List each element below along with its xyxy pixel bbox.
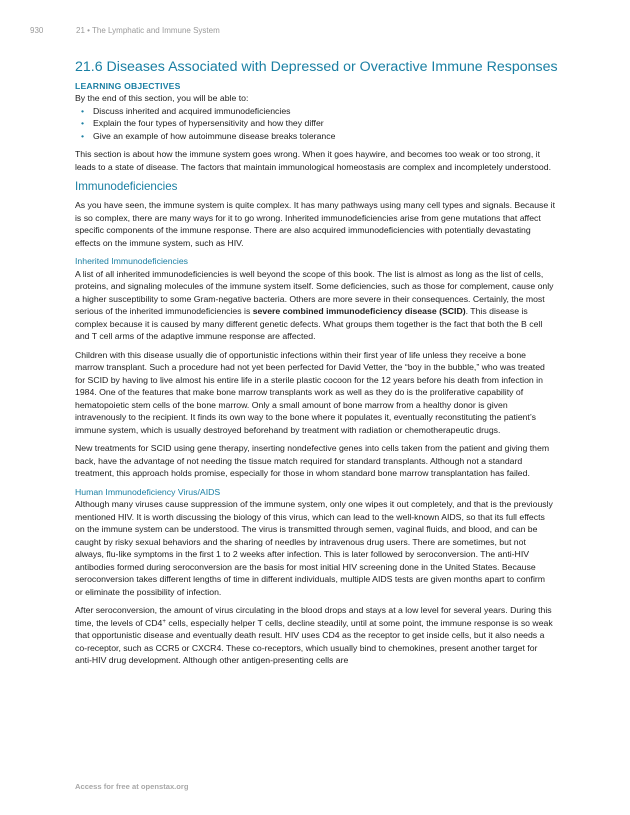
inherited-paragraph-2: Children with this disease usually die of opportunistic infections within their first year of life unless they receive a bone marrow transplant. Such a procedure had not yet been perfected for David Vetter, the “boy in the bubble,” who was treated for SCID by having to live almost his entire life in a sterile plastic cocoon for the 12 years before his death from infection in 1984. One of the features that make bone marrow transplants work as well as they do is the proliferative capability of hematopoietic stem cells of the bone marrow. Only a small amount of bone marrow from a healthy donor is given intravenously to the recipient. It finds its own way to the bone where it populates it, eventually reconstituting the patient’s immune system, which is usually destroyed beforehand by treatment with radiation or chemotherapeutic drugs. <box>75 349 545 435</box>
list-item: • Explain the four types of hypersensitivity and how they differ <box>81 118 324 128</box>
immunodeficiencies-paragraph: As you have seen, the immune system is quite complex. It has many pathways using many cell types and signals. Because it is so complex, there are many ways for it to go wrong. Inherited immunodeficiencies arise from gene mutations that affect specific components of the immune response. There are also acquired immunodeficiencies with potentially devastating effects on the immune system, such as HIV. <box>75 200 555 248</box>
inherited-paragraph-3: New treatments for SCID using gene therapy, inserting nondefective genes into cells taken from the patient and giving them back, have the advantage of not needing the tissue match required for standard transplants. Although not a standard treatment, this approach holds promise, especially for those in whom standard bone marrow transplantation has failed. <box>75 443 550 478</box>
scid-term: severe combined immunodeficiency disease (SCID) <box>252 306 466 316</box>
footer-access-note: Access for free at openstax.org <box>75 782 189 791</box>
immunodeficiencies-heading: Immunodeficiencies <box>75 180 178 193</box>
intro-paragraph: This section is about how the immune system goes wrong. When it goes haywire, and becomes too weak or too strong, it leads to a state of disease. The factors that maintain immunological homeostasis are complex and incompletely understood. <box>75 149 551 172</box>
main-content <box>75 58 558 673</box>
hiv-paragraph-1: Although many viruses cause suppression of the immune system, only one wipes it out completely, and that is the previously mentioned HIV. It is worth discussing the biology of this virus, which can lead to the well-known AIDS, so that its full effects on the immune system can be understood. The virus is transmitted through semen, vaginal fluids, and blood, and can be caught by risky sexual behaviors and the sharing of needles by intravenous drug users. There are sometimes, but not always, flu-like symptoms in the first 1 to 2 weeks after infection. This is later followed by seroconversion. The anti-HIV antibodies formed during seroconversion are the basis for most initial HIV screening done in the United States. Because seroconversion takes different lengths of time in different individuals, multiple AIDS tests are given months apart to confirm or eliminate the possibility of infection. <box>75 499 553 597</box>
bullet-icon: • <box>81 130 85 141</box>
list-item: • Discuss inherited and acquired immunodeficiencies <box>81 105 291 116</box>
hiv-paragraph-2: After seroconversion, the amount of virus circulating in the blood drops and stays at a low level for several years. During this time, the levels of CD4+ cells, especially helper T cells, decline steadily, until at some point, the immune response is so weak that opportunistic disease and eventually death result. HIV uses CD4 as the receptor to get inside cells, but it also needs a co-receptor, such as CCR5 or CXCR4. These co-receptors, which usually bind to chemokines, present another target for anti-HIV drug development. Although other antigen-presenting cells are <box>75 605 553 665</box>
list-item: • Give an example of how autoimmune disease breaks tolerance <box>81 130 336 141</box>
hiv-heading: Human Immunodeficiency Virus/AIDS <box>75 486 221 497</box>
learning-objectives-heading: LEARNING OBJECTIVES <box>75 81 181 91</box>
learning-objectives-list <box>75 105 555 143</box>
running-header <box>30 26 220 35</box>
section-title: 21.6 Diseases Associated with Depressed or Overactive Immune Responses <box>75 59 558 75</box>
superscript-plus: + <box>162 618 166 625</box>
bullet-icon: • <box>81 105 85 116</box>
bullet-icon: • <box>81 118 85 128</box>
inherited-paragraph-1: A list of all inherited immunodeficiencies is well beyond the scope of this book. The list is almost as long as the list of cells, proteins, and signaling molecules of the immune system itself. Some deficiencies, such as those for complement, cause only a higher susceptibility to some Gram-negative bacteria. Others are more severe in their consequences. Certainly, the most serious of the inherited immunodeficiencies is severe combined immunodeficiency disease (SCID). This disease is complex because it is caused by many different genetic defects. What groups them together is the fact that both the B cell and T cell arms of the adaptive immune response are affected. <box>75 268 554 341</box>
learning-objectives-intro: By the end of this section, you will be able to: <box>75 93 249 103</box>
page-number: 930 <box>30 26 44 35</box>
running-title: 21 • The Lymphatic and Immune System <box>76 26 220 35</box>
inherited-heading: Inherited Immunodeficiencies <box>75 256 188 266</box>
